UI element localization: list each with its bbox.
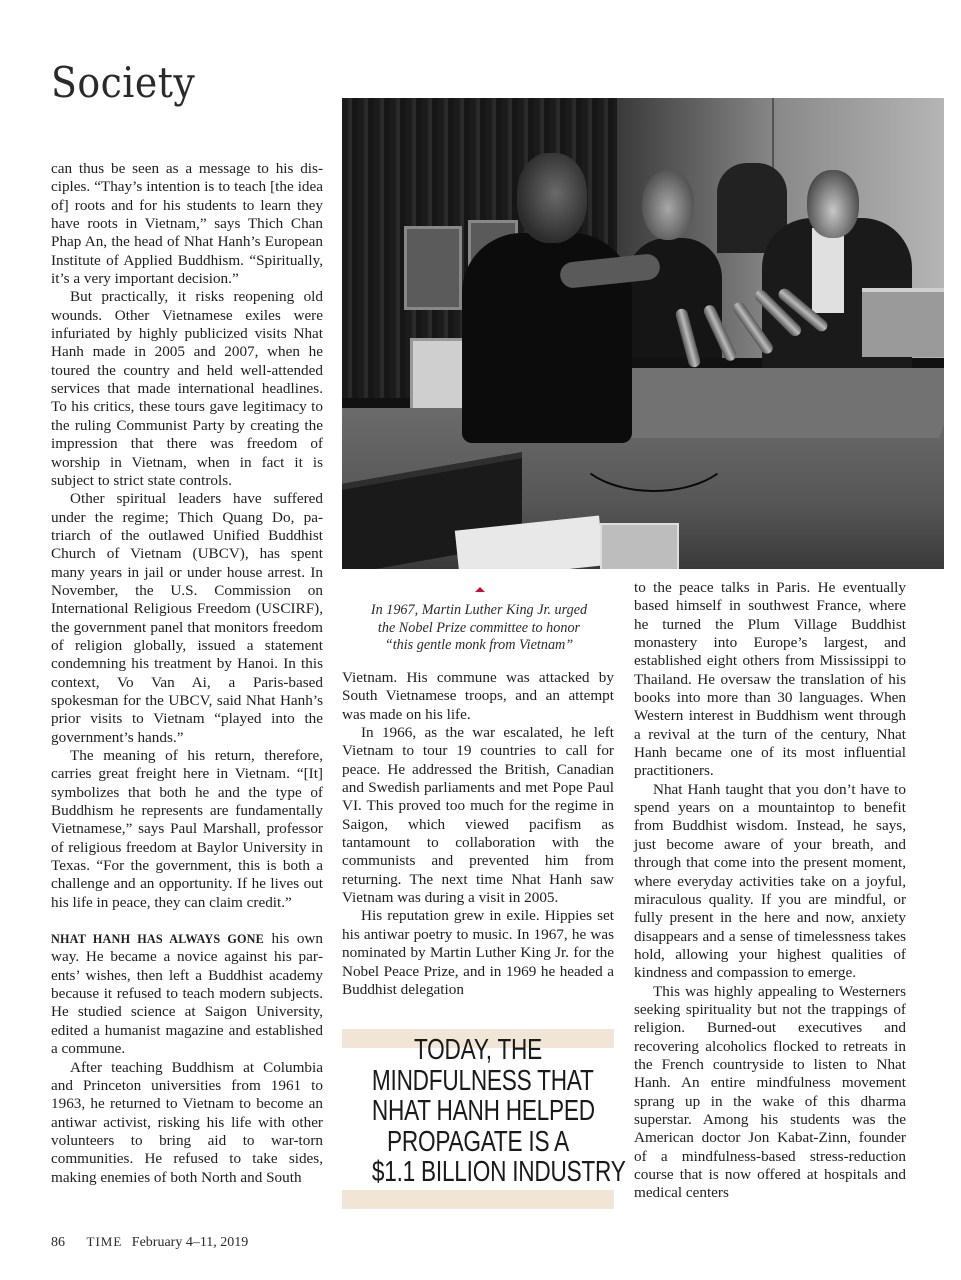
pull-quote-line: NHAT HANH HELPED: [371, 1095, 595, 1127]
photo-person-right-head: [807, 170, 859, 238]
pull-quote-line: MINDFULNESS THAT: [371, 1064, 594, 1097]
paragraph: His reputation grew in exile. Hippies set his antiwar poetry to music. In 1967, he was nominated by Martin Luther King Jr. for the Nobel Peace Prize, and in 1969 he headed a Buddhist delegation: [342, 907, 614, 998]
press-conference-photo: [342, 98, 944, 569]
paragraph: can thus be seen as a message to his disciples. “Thay’s intention is to teach [the idea of] roots and for his students to learn they have roots in Vietnam,” says Thich Chan Phap An, the head of Nhat Hanh’s European Institute of Applied Buddhism. “Spiritually, it’s a very important decision.”: [51, 160, 323, 288]
magazine-name: TIME: [86, 1234, 123, 1249]
issue-date: February 4–11, 2019: [131, 1235, 249, 1250]
pull-quote: [342, 1029, 626, 1219]
pull-quote-text: [371, 1034, 626, 1188]
paragraph: In 1966, as the war escalated, he left Vietnam to tour 19 countries to call for peace. He addressed the British, Canadian and Swedish parliaments and met Pope Paul VI. This proved too much for the regime in Saigon, which viewed pacifism as tantamount to collaboration with the communists and prevented him from returning. The next time Nhat Hanh saw Vietnam was during a visit in 2005.: [342, 724, 614, 907]
photo-person-right-shirt: [812, 228, 844, 313]
paragraph: Other spiritual leaders have suffered under the regime; Thich Quang Do, patriarch of the outlawed Unified Buddhist Church of Vietnam (UBCV), has spent many years in jail or under house arrest. In November, the U.S. Commission on International Religious Freedom (USCIRF), the government panel that monitors freedom of religion globally, issued a statement condemning his treatment by Hanoi. In this context, Vo Van Ai, a Paris-based spokesman for the UBCV, said Nhat Hanh’s prior visits to Vietnam “played into the government’s hands.”: [51, 490, 323, 746]
photo-chair: [404, 226, 462, 310]
caption-line: the Nobel Prize committee to honor: [377, 619, 581, 636]
photo-equipment: [862, 288, 944, 357]
photo-ashtray: [600, 523, 679, 569]
paragraph: But practically, it risks reopening old wounds. Other Vietnamese exiles were infuriated by highly publicized visits Nhat Hanh made in 2005 and 2007, when he toured the country and held well-attended services that made international headlines. To his critics, these tours gave legitimacy to the ruling Communist Party by creating the impression that there was freedom of worship in Vietnam, when in fact it is subject to strict state controls.: [51, 288, 323, 489]
photo-monk-head: [642, 170, 694, 240]
section-title: Society: [51, 58, 196, 107]
paragraph: This was highly appealing to Westerners seeking spirituality but not the trappings of religion. Burned-out executives and recovering alcoholics flocked to retreats in the French countryside to listen to Nhat Hanh. An entire mindfulness movement sprang up in the wake of this dharma superstar. Among his students was the American doctor Jon Kabat-Zinn, founder of a mindfulness-based stress-reduction course that is now offered at hospitals and medical centers: [634, 982, 906, 1202]
section-lead-paragraph: [51, 930, 323, 1058]
pull-quote-line: PROPAGATE IS A: [387, 1125, 569, 1158]
page-number: 86: [51, 1235, 65, 1250]
photo-king-head: [517, 153, 587, 243]
page-footer: [51, 1234, 248, 1251]
article-column-1: [51, 160, 323, 1187]
caption-arrow-icon: [475, 587, 485, 592]
caption-line: In 1967, Martin Luther King Jr. urged: [370, 602, 588, 618]
photo-cable: [572, 398, 736, 492]
photo-caption: [348, 602, 610, 655]
paragraph-text: his own way. He became a novice against his parents’ wishes, then left a Buddhist academy because it refused to teach modern subjects. He studied science at Saigon University, edited a humanist magazine and established a commune.: [51, 930, 323, 1058]
pull-quote-band-bottom: [342, 1190, 614, 1209]
paragraph: After teaching Buddhism at Columbia and Princeton universities from 1961 to 1963, he returned to Vietnam to become an antiwar activist, risking his life with other volunteers to bring aid to war-torn communities. He refused to take sides, making enemies of both North and South: [51, 1058, 323, 1186]
caption-line: “this gentle monk from Vietnam”: [384, 637, 574, 653]
paragraph: The meaning of his return, therefore, carries great freight here in Vietnam. “[It] symbolizes that both he and the type of Buddhism he represents are fundamentally Vietnamese,” says Paul Marshall, professor of religious freedom at Baylor University in Texas. “For the government, this is both a challenge and an opportunity. If he lives out his life in peace, they can claim credit.”: [51, 747, 323, 911]
pull-quote-line: $1.1 BILLION INDUSTRY: [371, 1156, 626, 1188]
paragraph: to the peace talks in Paris. He eventually based himself in southwest France, where he turned the Plum Village Buddhist monastery into Europe’s largest, and established eight others from Mississippi to Thailand. He oversaw the translation of his books into more than 30 languages. When Western interest in Buddhism went through a revival at the turn of the century, Nhat Hanh became one of its most influential practitioners.: [634, 579, 906, 780]
article-column-3: [634, 579, 906, 1203]
article-column-2: [342, 669, 614, 999]
pull-quote-line: TODAY, THE: [414, 1034, 542, 1066]
section-lead-in: NHAT HANH HAS ALWAYS GONE: [51, 932, 265, 947]
paragraph: Nhat Hanh taught that you don’t have to spend years on a mountaintop to benefit from Buddhist wisdom. Instead, he says, just become aware of your breath, and through that come into the present moment, where everyday activities take on a joyful, miraculous quality. If you are mindful, or fully present in the here and now, anxiety disappears and a sense of timelessness takes hold, allowing your highest qualities of kindness and compassion to emerge.: [634, 780, 906, 982]
paragraph: Vietnam. His commune was attacked by South Vietnamese troops, and an attempt was made on his life.: [342, 669, 614, 723]
